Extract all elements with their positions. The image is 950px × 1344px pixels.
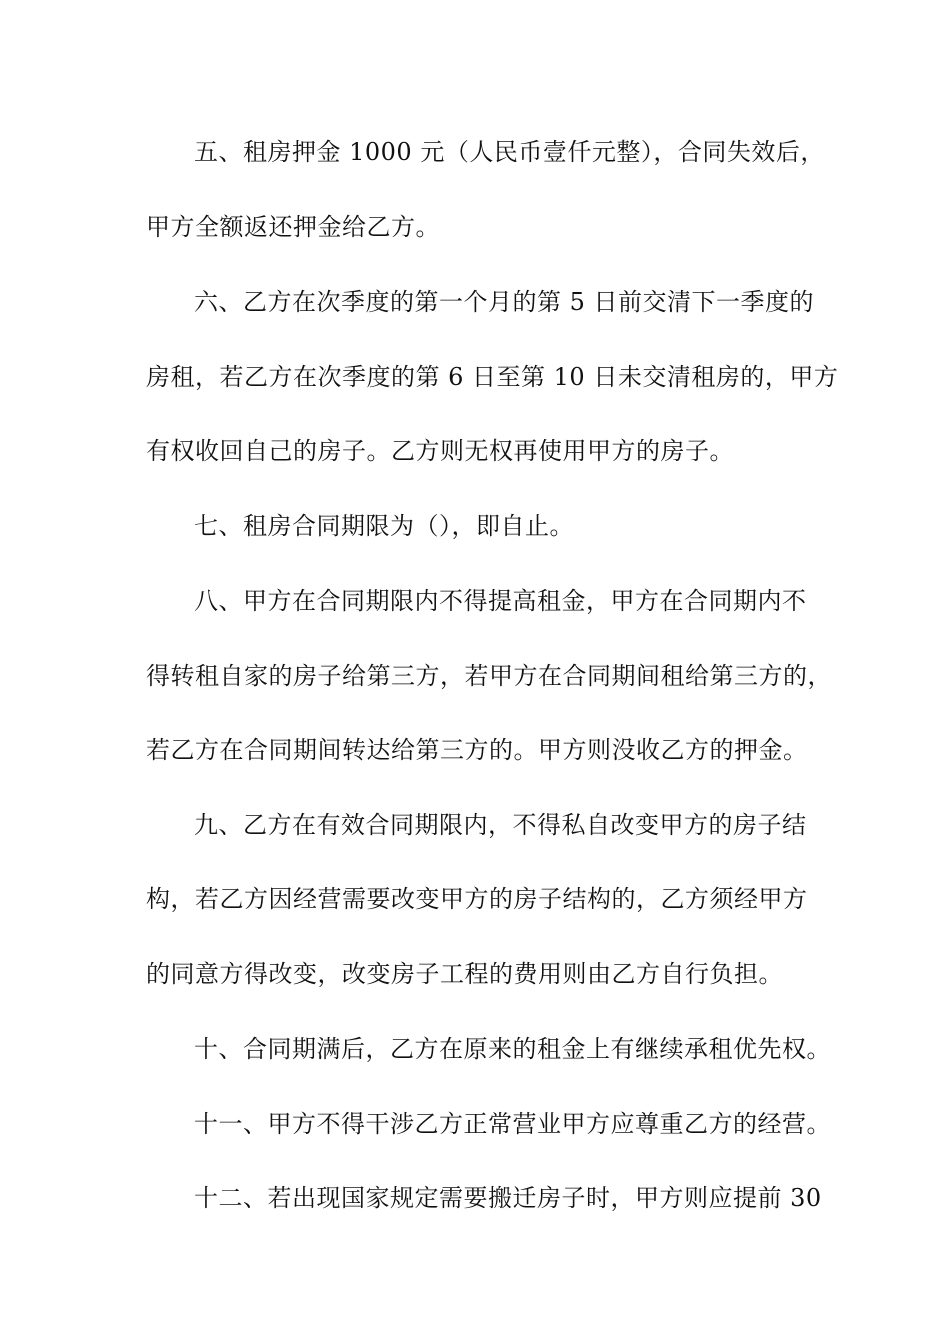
clause-8-line-2: 得转租自家的房子给第三方，若甲方在合同期间租给第三方的， [146, 662, 832, 690]
clause-6-line-2: 房租，若乙方在次季度的第 6 日至第 10 日未交清租房的，甲方 [146, 363, 839, 391]
clause-8-line-3: 若乙方在合同期间转达给第三方的。甲方则没收乙方的押金。 [146, 736, 808, 764]
clause-9-line-1: 九、乙方在有效合同期限内，不得私自改变甲方的房子结 [194, 811, 807, 839]
clause-12-line-1: 十二、若出现国家规定需要搬迁房子时，甲方则应提前 30 [194, 1184, 822, 1212]
clause-6-line-3: 有权收回自己的房子。乙方则无权再使用甲方的房子。 [146, 437, 734, 465]
clause-10-line-1: 十、合同期满后，乙方在原来的租金上有继续承租优先权。 [194, 1035, 831, 1063]
clause-5-line-2: 甲方全额返还押金给乙方。 [146, 213, 440, 241]
clause-9-line-2: 构，若乙方因经营需要改变甲方的房子结构的，乙方须经甲方 [146, 885, 808, 913]
clause-9-line-3: 的同意方得改变，改变房子工程的费用则由乙方自行负担。 [146, 960, 783, 988]
clause-7-line-1: 七、租房合同期限为（），即自止。 [194, 512, 574, 540]
clause-5-line-1: 五、租房押金 1000 元（人民币壹仟元整），合同失效后， [194, 138, 825, 166]
clause-6-line-1: 六、乙方在次季度的第一个月的第 5 日前交清下一季度的 [194, 288, 815, 316]
clause-11-line-1: 十一、甲方不得干涉乙方正常营业甲方应尊重乙方的经营。 [194, 1110, 831, 1138]
clause-8-line-1: 八、甲方在合同期限内不得提高租金，甲方在合同期内不 [194, 587, 807, 615]
